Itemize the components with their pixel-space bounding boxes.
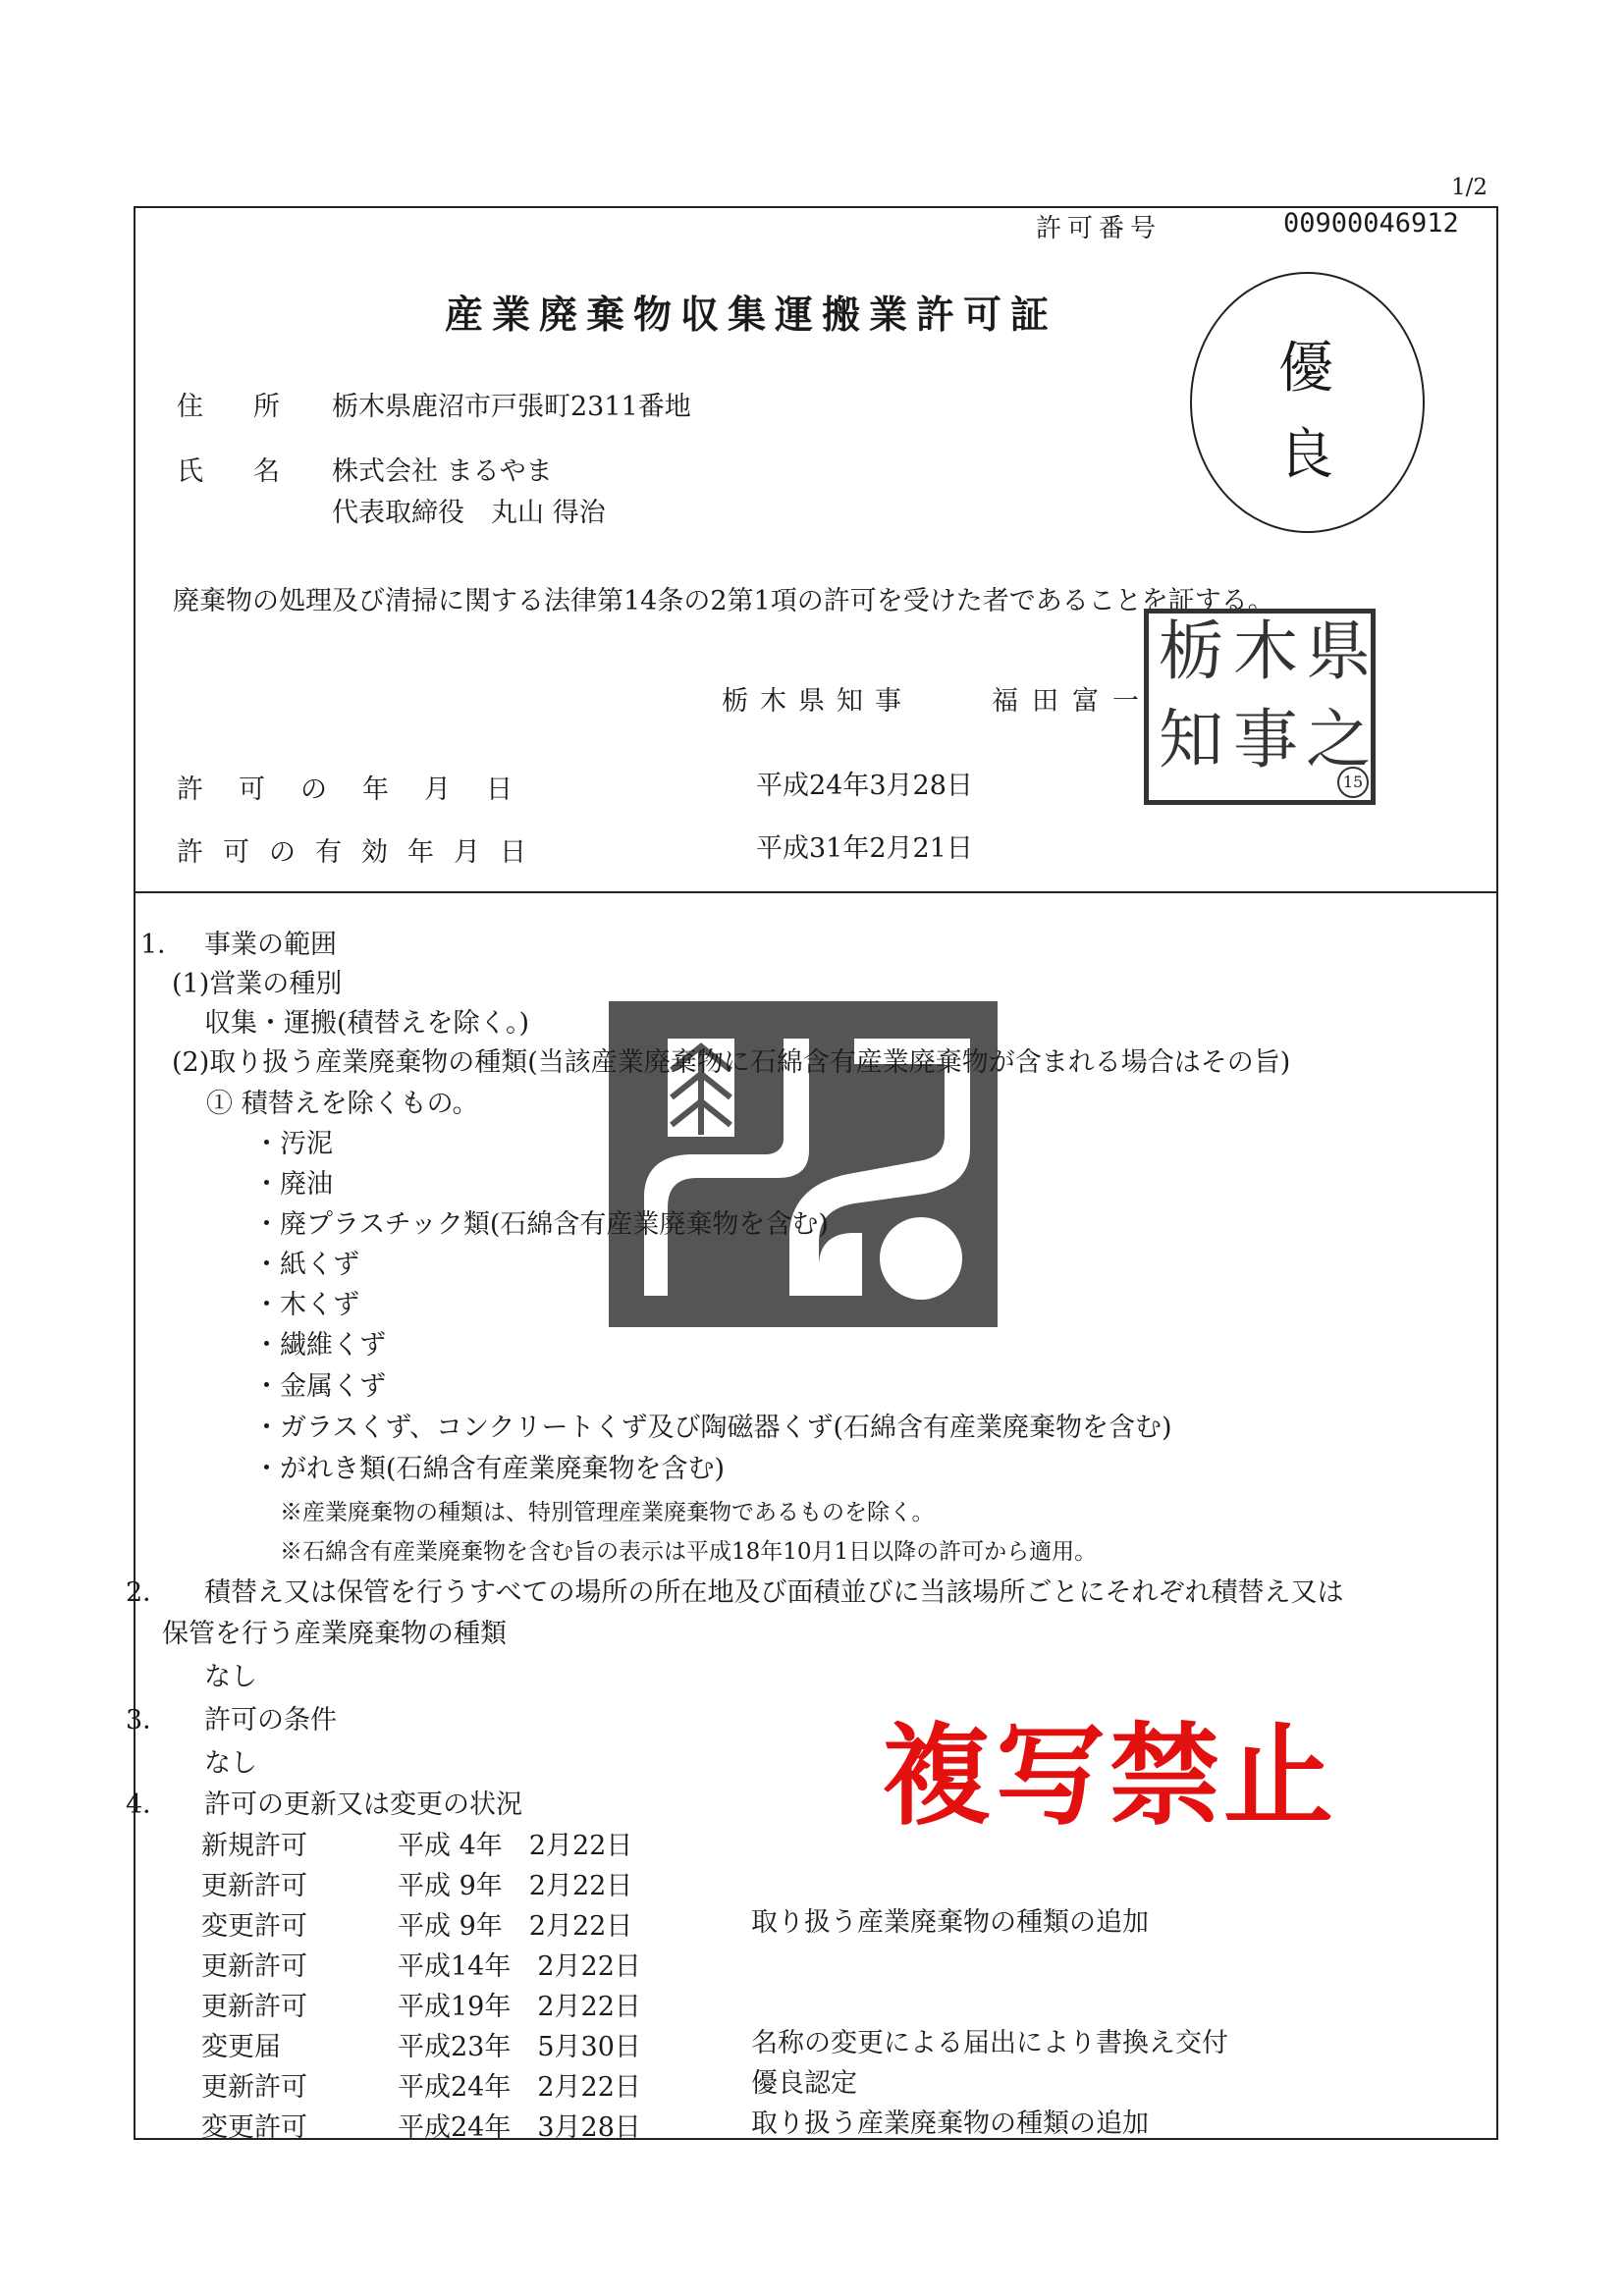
history-date: 平成24年 3月28日 (398, 2112, 641, 2143)
governor-seal: 県 木 栃 之 事 知 15 (1144, 609, 1376, 805)
history-type: 新規許可 (201, 1831, 307, 1861)
section3-title: 許可の条件 (204, 1705, 337, 1735)
governor-name: 福田富一 (992, 686, 1153, 717)
history-type: 変更許可 (201, 2112, 307, 2143)
section2-line2: 保管を行う産業廃棄物の種類 (162, 1619, 507, 1649)
section2-line1: 積替え又は保管を行うすべての場所の所在地及び面積並びに当該場所ごとにそれぞれ積替え又は (204, 1577, 1344, 1608)
yuryo-char-2: 良 (1278, 423, 1333, 487)
history-note: 取り扱う産業廃棄物の種類の追加 (751, 1907, 1149, 1938)
history-note: 優良認定 (751, 2068, 857, 2099)
page-number: 1/2 (1451, 175, 1488, 200)
permit-date-label: 許可の年月日 (177, 774, 548, 805)
section-divider (134, 891, 1496, 893)
section1-sub1: (1)営業の種別 (172, 969, 343, 999)
permit-number-label: 許可番号 (1036, 214, 1163, 243)
governor-title: 栃木県知事 (722, 686, 913, 717)
waste-item: ・金属くず (253, 1371, 386, 1402)
name-label-1: 氏 (177, 456, 203, 487)
section1-sub2: (2)取り扱う産業廃棄物の種類(当該産業廃棄物に石綿含有産業廃棄物が含まれる場合はその旨) (172, 1047, 1291, 1078)
waste-item: ・廃プラスチック類(石綿含有産業廃棄物を含む) (253, 1209, 829, 1240)
waste-item: ・繊維くず (253, 1330, 386, 1361)
certification-text: 廃棄物の処理及び清掃に関する法律第14条の2第1項の許可を受けた者であることを証する。 (173, 586, 1274, 616)
history-note: 名称の変更による届出により書換え交付 (751, 2028, 1228, 2058)
history-date: 平成 4年 2月22日 (398, 1831, 633, 1861)
waste-item: ・ガラスくず、コンクリートくず及び陶磁器くず(石綿含有産業廃棄物を含む) (253, 1413, 1172, 1443)
history-date: 平成14年 2月22日 (398, 1951, 641, 1982)
address-label-1: 住 (177, 392, 203, 422)
waste-item: ・紙くず (253, 1250, 359, 1280)
history-type: 更新許可 (201, 1871, 307, 1901)
section1-group: ① 積替えを除くもの。 (206, 1089, 479, 1119)
section4-title: 許可の更新又は変更の状況 (204, 1789, 522, 1820)
history-date: 平成 9年 2月22日 (398, 1911, 633, 1942)
waste-item: ・がれき類(石綿含有産業廃棄物を含む) (253, 1454, 726, 1484)
name-label-2: 名 (253, 456, 280, 487)
section1-number: 1． (140, 930, 185, 960)
section2-number: 2． (126, 1577, 170, 1608)
history-type: 更新許可 (201, 1951, 307, 1982)
address-label-2: 所 (253, 392, 280, 422)
yuryo-mark (1190, 272, 1425, 533)
section2-value: なし (204, 1662, 257, 1692)
company-name: 株式会社 まるやま (332, 456, 553, 487)
address-value: 栃木県鹿沼市戸張町2311番地 (332, 392, 691, 422)
section1-note2: ※石綿含有産業廃棄物を含む旨の表示は平成18年10月1日以降の許可から適用。 (280, 1539, 1098, 1565)
section1-title: 事業の範囲 (204, 930, 337, 960)
history-type: 更新許可 (201, 1992, 307, 2022)
seal-number: 15 (1337, 767, 1369, 798)
permit-number-value: 00900046912 (1283, 208, 1459, 239)
section1-sub1-value: 収集・運搬(積替えを除く。) (204, 1008, 530, 1039)
expiry-date-label: 許可の有効年月日 (177, 837, 546, 868)
history-type: 変更届 (201, 2032, 281, 2062)
history-type: 変更許可 (201, 1911, 307, 1942)
section1-note1: ※産業廃棄物の種類は、特別管理産業廃棄物であるものを除く。 (280, 1500, 935, 1525)
history-date: 平成24年 2月22日 (398, 2072, 641, 2103)
waste-item: ・汚泥 (253, 1129, 333, 1159)
permit-date-value: 平成24年3月28日 (756, 771, 973, 801)
waste-item: ・木くず (253, 1290, 359, 1320)
copy-prohibited-stamp: 複写禁止 (882, 1713, 1337, 1841)
history-date: 平成 9年 2月22日 (398, 1871, 633, 1901)
section3-number: 3． (126, 1705, 170, 1735)
waste-item: ・廃油 (253, 1169, 333, 1200)
expiry-date-value: 平成31年2月21日 (756, 833, 973, 864)
yuryo-char-1: 優 (1278, 337, 1333, 400)
history-date: 平成19年 2月22日 (398, 1992, 641, 2022)
section3-value: なし (204, 1748, 257, 1779)
section4-number: 4． (126, 1789, 170, 1820)
history-type: 更新許可 (201, 2072, 307, 2103)
history-note: 取り扱う産業廃棄物の種類の追加 (751, 2109, 1149, 2139)
representative-name: 代表取締役 丸山 得治 (332, 498, 606, 528)
document-title: 産業廃棄物収集運搬業許可証 (445, 293, 1058, 338)
history-date: 平成23年 5月30日 (398, 2032, 641, 2062)
